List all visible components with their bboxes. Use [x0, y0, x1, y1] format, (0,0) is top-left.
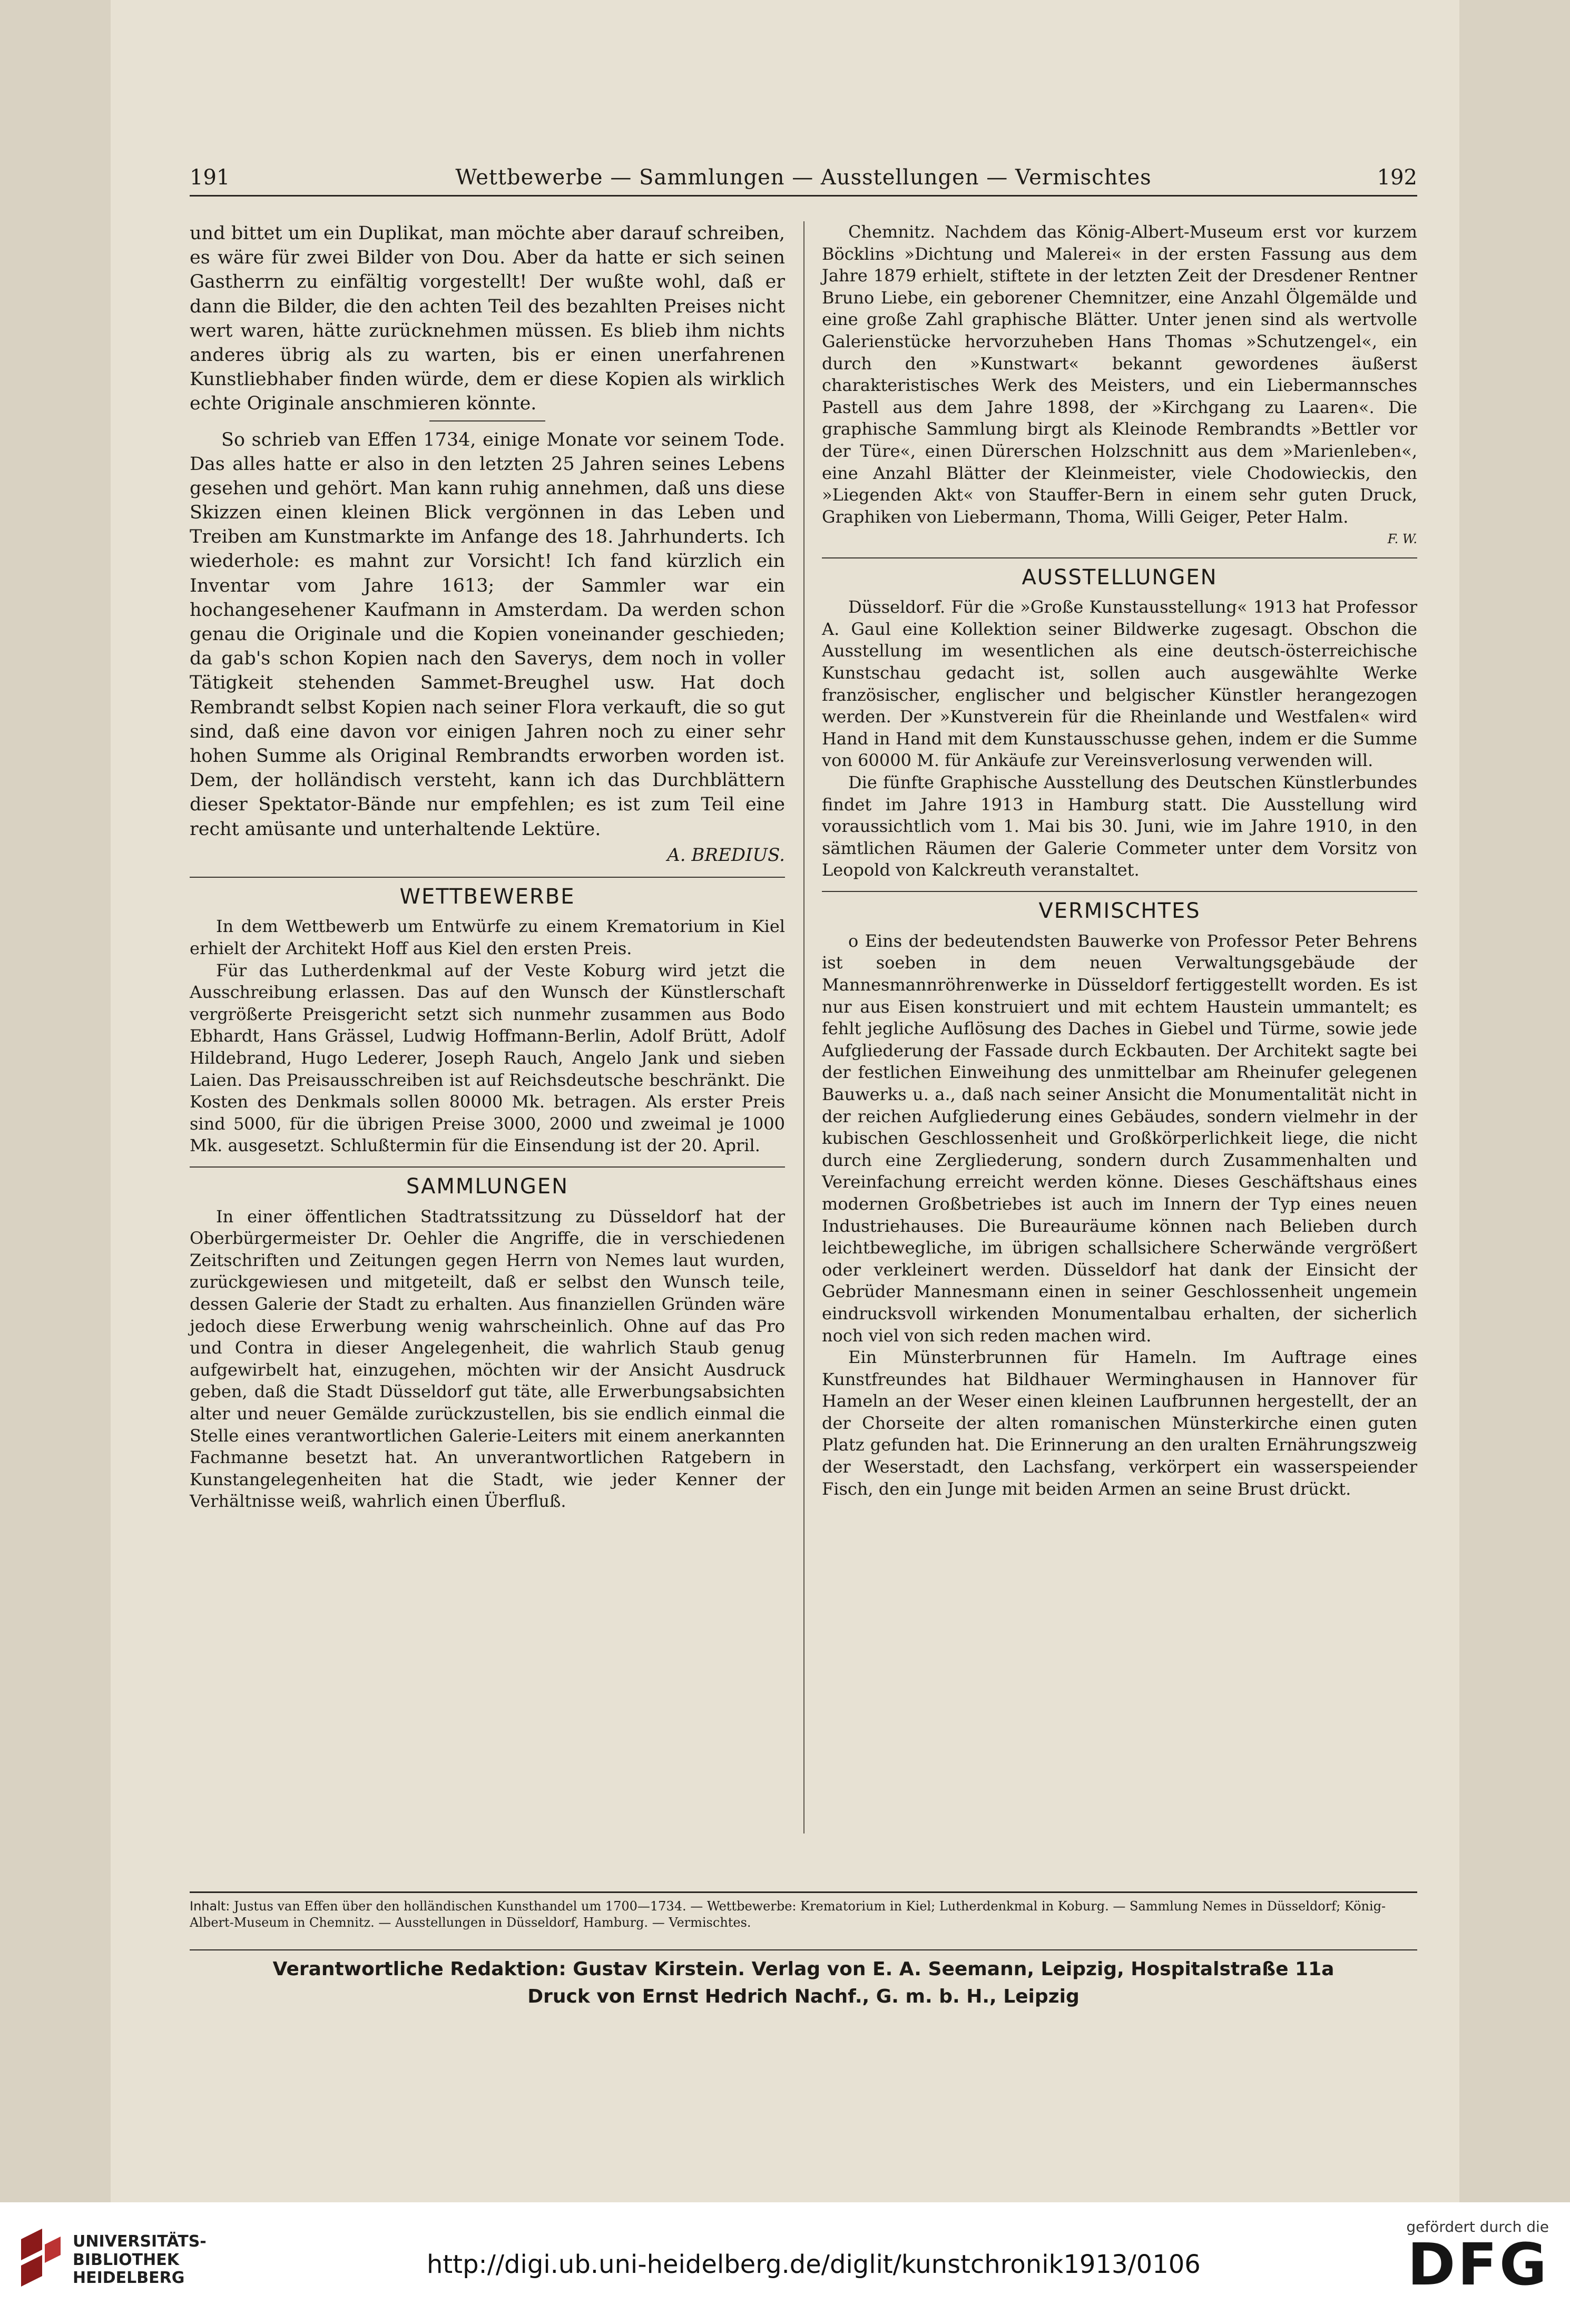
page-number-left: 191 — [190, 165, 230, 190]
sponsor-caption: gefördert durch die — [1406, 2218, 1549, 2235]
section-sammlungen — [190, 1206, 785, 1513]
paragraph: Düsseldorf. Für die »Große Kunstausstellung« 1913 hat Professor A. Gaul eine Kollektion seiner Bildwerke zugesagt. Obschon die Ausstellung im wesentlichen als eine deutsch-österreichische Kunstschau gedacht ist, sollen auch ausgewählte Werke französischer, englischer und belgischer Künstler herangezogen werden. Der »Kunstverein für die Rheinlande und Westfalen« wird Hand in Hand mit dem Kunstausschusse gehen, indem er die Summe von 60000 M. für Ankäufe zur Vereinsverlosung verwenden will. — [822, 597, 1417, 771]
right-column — [822, 221, 1417, 1500]
section-heading-sammlungen: SAMMLUNGEN — [190, 1166, 785, 1201]
sponsor-logo[interactable] — [1406, 2218, 1549, 2298]
scanned-page — [111, 0, 1459, 2324]
running-header — [190, 148, 1417, 197]
paragraph: In einer öffentlichen Stadtratssitzung zu Düsseldorf hat der Oberbürgermeister Dr. Oehler die Angriffe, die in verschiedenen Zeitschriften und Zeitungen gegen Herrn von Nemes laut wurden, zurückgewiesen und mitgeteilt, daß er selbst den Wunsch teile, dessen Galerie der Stadt zu erhalten. Aus finanziellen Gründen wäre jedoch diese Erwerbung wenig wahrscheinlich. Ohne auf das Pro und Contra in dieser Angelegenheit, die wahrlich Staub genug aufgewirbelt hat, einzugehen, möchten wir der Ansicht Ausdruck geben, daß die Stadt Düsseldorf gut täte, alle Erwerbungsabsichten alter und neuer Gemälde zurückzustellen, bis sie endlich einmal die Stelle eines verantwortlichen Galerie-Leiters mit einem anerkannten Fachmanne besetzt hat. An unverantwortlichen Ratgebern in Kunstangelegenheiten hat die Stadt, wie jeder Kenner der Verhältnisse weiß, wahrlich einen Überfluß. — [190, 1206, 785, 1512]
paragraph: In dem Wettbewerb um Entwürfe zu einem Krematorium in Kiel erhielt der Architekt Hoff aus Kiel den ersten Preis. — [190, 916, 785, 958]
paragraph: Für das Lutherdenkmal auf der Veste Koburg wird jetzt die Ausschreibung erlassen. Das auf den Wunsch der Künstlerschaft vergrößerte Preisgericht setzt sich nunmehr zusammen aus Bodo Ebhardt, Hans Grässel, Ludwig Hoffmann-Berlin, Adolf Brütt, Adolf Hildebrand, Hugo Lederer, Joseph Rauch, Angelo Jank und sieben Laien. Das Preisausschreiben ist auf Reichsdeutsche beschränkt. Die Kosten des Denkmals sollen 80000 Mk. betragen. Als erster Preis sind 5000, für die übrigen Preise 3000, 2000 und zweimal je 1000 Mk. ausgesetzt. Schlußtermin für die Einsendung ist der 20. April. — [190, 960, 785, 1156]
page-number-right: 192 — [1377, 165, 1417, 190]
separator-line — [429, 420, 545, 421]
paragraph: Die fünfte Graphische Ausstellung des Deutschen Künstlerbundes findet im Jahre 1913 in Hamburg statt. Die Ausstellung wird voraussichtlich vom 1. Mai bis 30. Juni, wie im Jahre 1910, in den sämtlichen Räumen der Galerie Commeter unter dem Vorsitz von Leopold von Kalckreuth veranstaltet. — [822, 772, 1417, 880]
section-chemnitz — [822, 221, 1417, 548]
author-initials: F. W. — [1387, 532, 1417, 547]
library-logo[interactable] — [16, 2229, 207, 2292]
section-heading-wettbewerbe: WETTBEWERBE — [190, 877, 785, 911]
permalink-url[interactable]: http://digi.ub.uni-heidelberg.de/diglit/kunstchronik1913/0106 — [427, 2250, 1201, 2279]
imprint-line-printer: Druck von Ernst Hedrich Nachf., G. m. b. H., Leipzig — [527, 1986, 1080, 2008]
paragraph: Ein Münsterbrunnen für Hameln. Im Auftrage eines Kunstfreundes hat Bildhauer Werminghausen in Hannover für Hameln an der Weser einen kleinen Laufbrunnen hergestellt, der an der Chorseite der alten romanischen Münsterkirche einen guten Platz gefunden hat. Die Erinnerung an den uralten Ernährungszweig der Weserstadt, den Lachsfang, verkörpert ein wasserspeiender Fisch, den ein Junge mit beiden Armen an seine Brust drückt. — [822, 1347, 1417, 1499]
author-signature: A. BREDIUS. — [667, 844, 785, 866]
section-wettbewerbe — [190, 916, 785, 1157]
dfg-logo: DFG — [1407, 2231, 1549, 2298]
paragraph: und bittet um ein Duplikat, man möchte aber darauf schreiben, es wäre für zwei Bilder von Dou. Aber da hatte er sich seinen Gastherrn zu einfältig vorgestellt! Der wußte wohl, daß er dann die Bilder, die den achten Teil des bezahlten Preises nicht wert waren, hätte zurücknehmen müssen. Es blieb ihm nichts anderes übrig als zu warten, bis er einen unerfahrenen Kunstliebhaber finden würde, dem er diese Kopien als wirklich echte Originale anschmieren könnte. — [190, 223, 785, 415]
section-heading-vermischtes: VERMISCHTES — [822, 891, 1417, 925]
library-line: UNIVERSITÄTS- — [73, 2232, 207, 2251]
page-content — [190, 148, 1417, 1781]
section-vermischtes — [822, 930, 1417, 1500]
library-name — [73, 2233, 207, 2288]
running-title: Wettbewerbe — Sammlungen — Ausstellungen — Vermischtes — [455, 165, 1152, 190]
paragraph: Chemnitz. Nachdem das König-Albert-Museum erst vor kurzem Böcklins »Dichtung und Malerei« in der ersten Fassung aus dem Jahre 1879 erhielt, stiftete in der letzten Zeit der Dresdener Rentner Bruno Liebe, ein geborener Chemnitzer, eine Anzahl Ölgemälde und eine große Zahl graphische Blätter. Unter jenen sind als wertvolle Galerienstücke hervorzuheben Hans Thomas »Schutzengel«, ein durch den »Kunstwart« bekannt gewordenes äußerst charakteristisches Werk des Meisters, und ein Liebermannsches Pastell aus dem Jahre 1898, der »Kirchgang zu Laaren«. Die graphische Sammlung birgt als Kleinode Rembrandts »Bettler vor der Türe«, einen Dürerschen Holzschnitt aus dem »Marienleben«, eine Anzahl Blätter der Kleinmeister, viele Chodowieckis, den »Liegenden Akt« von Stauffer-Bern in einem sehr guten Druck, Graphiken von Liebermann, Thoma, Willi Geiger, Peter Halm. — [822, 222, 1417, 527]
viewer-bottom-bar — [0, 2202, 1570, 2324]
contents-label: Inhalt: — [190, 1899, 230, 1914]
imprint — [190, 1949, 1417, 2011]
heidelberg-library-logo-icon — [16, 2229, 63, 2292]
table-of-contents — [190, 1891, 1417, 1931]
imprint-line-editor: Verantwortliche Redaktion: Gustav Kirstein. Verlag von E. A. Seemann, Leipzig, Hospitalstraße 11a — [272, 1958, 1334, 1980]
paragraph: o Eins der bedeutendsten Bauwerke von Professor Peter Behrens ist soeben in dem neuen Verwaltungsgebäude der Mannesmannröhrenwerke in Düsseldorf fertiggestellt worden. Es ist nur aus Eisen konstruiert und mit echtem Haustein ummantelt; es fehlt jegliche Auflösung des Daches in Giebel und Türme, sowie jede Aufgliederung der Fassade durch Eckbauten. Der Architekt sagte bei der festlichen Einweihung des unmittelbar am Rheinufer gelegenen Bauwerks u. a., daß nach seiner Ansicht die Monumentalität nicht in der reichen Aufgliederung eines Gebäudes, sondern vielmehr in der kubischen Geschlossenheit und Großkörperlichkeit liege, die nicht durch eine Zergliederung, sondern durch Zusammenhalten und Vereinfachung erreicht werden könne. Dieses Geschäftshaus eines modernen Großbetriebes ist auch im Innern der Typ eines neuen Industriehauses. Die Bureauräume können nach Belieben durch leichtbewegliche, im übrigen schallsichere Scherwände vergrößert oder verkleinert werden. Düsseldorf hat dank der Einsicht der Gebrüder Mannesmann einen in seiner Geschlossenheit ungemein eindrucksvoll wirkenden Monumentalbau erhalten, der sicherlich noch viel von sich reden machen wird. — [822, 930, 1417, 1346]
library-line: BIBLIOTHEK — [73, 2250, 179, 2269]
library-line: HEIDELBERG — [73, 2269, 185, 2288]
section-heading-ausstellungen: AUSSTELLUNGEN — [822, 557, 1417, 592]
paragraph: So schrieb van Effen 1734, einige Monate vor seinem Tode. Das alles hatte er also in den letzten 25 Jahren seines Lebens gesehen und gehört. Man kann ruhig annehmen, daß uns diese Skizzen einen kleinen Blick vergönnen in das Leben und Treiben am Kunstmarkte im Anfange des 18. Jahrhunderts. Ich wiederhole: es mahnt zur Vorsicht! Ich fand kürzlich ein Inventar vom Jahre 1613; der Sammler war ein hochangesehener Kaufmann in Amsterdam. Da werden schon genau die Originale und die Kopien voneinander geschieden; da gab's schon Kopien nach den Saverys, dem noch in voller Tätigkeit stehenden Sammet-Breughel usw. Hat doch Rembrandt selbst Kopien nach seiner Flora verkauft, die so gut sind, daß eine davon vor einigen Jahren noch zu einer sehr hohen Summe als Original Rembrandts erworben worden ist. Dem, der holländisch versteht, kann ich das Durchblättern dieser Spektator-Bände nur empfehlen; es ist zum Teil eine recht amüsante und unterhaltende Lektüre. — [190, 429, 785, 840]
section-ausstellungen — [822, 596, 1417, 881]
column-divider — [803, 221, 804, 1833]
left-column — [190, 221, 785, 1513]
contents-text: Justus van Effen über den holländischen Kunsthandel um 1700—1734. — Wettbewerbe: Krematorium in Kiel; Lutherdenkmal in Koburg. — Sammlung Nemes in Düsseldorf; König-Albert-Museum in Chemnitz. — Ausstellungen in Düsseldorf, Hamburg. — Vermischtes. — [190, 1899, 1386, 1930]
